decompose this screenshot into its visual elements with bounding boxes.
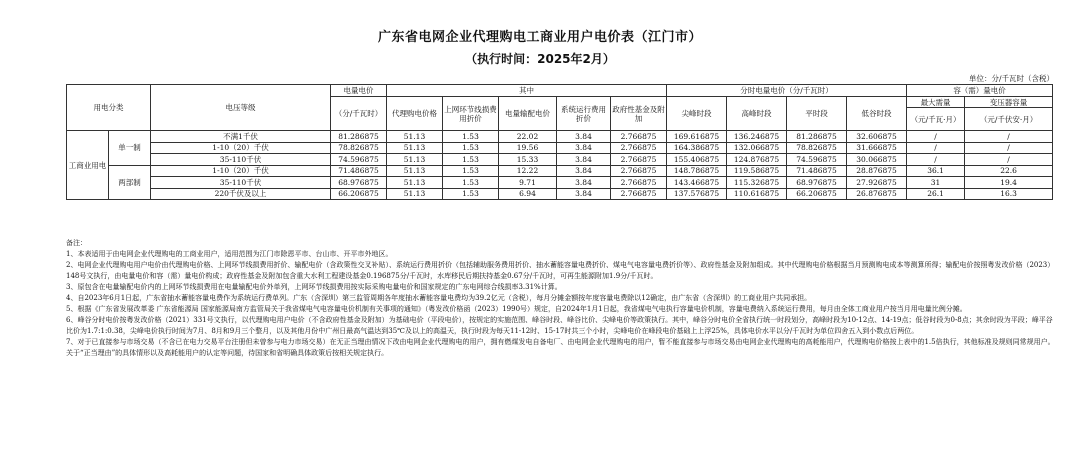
page-subtitle: （执行时间：2025年2月） xyxy=(465,52,615,66)
cell-valley: 31.666875 xyxy=(847,142,907,154)
header-max-demand: 最大需量 xyxy=(907,97,965,108)
header-sharp: 尖峰时段 xyxy=(667,97,727,131)
cell-demand: 31 xyxy=(907,177,965,189)
cell-peak: 119.586875 xyxy=(727,165,787,177)
cell-capacity: / xyxy=(965,142,1053,154)
cell-capacity: 22.6 xyxy=(965,165,1053,177)
cell-price: 74.596875 xyxy=(331,154,387,166)
table-row xyxy=(67,177,1053,189)
cell-capacity: / xyxy=(965,154,1053,166)
cell-peak: 115.326875 xyxy=(727,177,787,189)
cell-peak: 110.616875 xyxy=(727,188,787,200)
cell-capacity: / xyxy=(965,131,1053,143)
header-transmission: 电量输配电价 xyxy=(499,97,557,131)
cell-proxy: 51.13 xyxy=(387,131,443,143)
header-transformer-unit: （元/千伏安·月） xyxy=(965,108,1053,131)
note-item: 2、电网企业代理购电用户电价由代理购电价格、上网环节线损费用折价、输配电价（含政策性交叉补贴）、系统运行费用折价（包括辅助服务费用折价、抽水蓄能容量电费折价、煤电气电容量电费折价等）、政府性基金及附加组成。其中代理购电价格根据当月预测购电成本等测算所得；输配电价按照粤发改价格（2023）148号文执行，由电量电价和容（需）量电价构成；政府性基金及附加包含重大水利工程建设基金0.196875分/千瓦时，水库移民后期扶持基金0.67分/千瓦时，可再生能源附加1.9分/千瓦时。 xyxy=(66,261,1055,280)
cell-loss: 1.53 xyxy=(443,142,499,154)
header-system: 系统运行费用折价 xyxy=(557,97,611,131)
cell-valley: 32.606875 xyxy=(847,131,907,143)
cell-loss: 1.53 xyxy=(443,131,499,143)
cell-system: 3.84 xyxy=(557,154,611,166)
header-category: 用电分类 xyxy=(67,85,151,131)
cell-fund: 2.766875 xyxy=(611,131,667,143)
notes-section xyxy=(66,238,1056,359)
price-table xyxy=(66,84,1053,200)
cell-transmission: 22.02 xyxy=(499,131,557,143)
cell-voltage: 35-110千伏 xyxy=(151,177,331,189)
note-item: 3、原包含在电量输配电价内的上网环节线损费用在电量输配电价外单列，上网环节线损费用按实际采购电量电价和国家规定的广东电网综合线损率3.31%计算。 xyxy=(66,283,562,291)
header-price-unit: （分/千瓦时） xyxy=(331,97,387,131)
cell-fund: 2.766875 xyxy=(611,177,667,189)
cell-demand: 26.1 xyxy=(907,188,965,200)
cell-peak: 124.876875 xyxy=(727,154,787,166)
cell-flat: 66.206875 xyxy=(787,188,847,200)
cell-flat: 74.596875 xyxy=(787,154,847,166)
cell-sharp: 143.466875 xyxy=(667,177,727,189)
cell-capacity: 16.3 xyxy=(965,188,1053,200)
header-tou: 分时电量电价（分/千瓦时） xyxy=(667,85,907,97)
cell-voltage: 220千伏及以上 xyxy=(151,188,331,200)
note-item: 5、根据《广东省发展改革委 广东省能源局 国家能源局南方监管局关于我省煤电气电容量电价机制有关事项的通知》（粤发改价格函（2023）1990号）规定，自2024年1月1日起，我省煤电气电执行容量电价机制，容量电费纳入系统运行费用，每月由全体工商业用户按当月用电量比例分摊。 xyxy=(66,305,967,313)
header-transformer: 变压器容量 xyxy=(965,97,1053,108)
header-loss: 上网环节线损费用折价 xyxy=(443,97,499,131)
cell-demand: / xyxy=(907,154,965,166)
cell-system: 3.84 xyxy=(557,165,611,177)
cell-demand: / xyxy=(907,142,965,154)
header-flat: 平时段 xyxy=(787,97,847,131)
cell-sharp: 137.576875 xyxy=(667,188,727,200)
cell-sharp: 155.406875 xyxy=(667,154,727,166)
cell-loss: 1.53 xyxy=(443,177,499,189)
note-item: 4、自2023年6月1日起，广东省抽水蓄能容量电费作为系统运行费单列。广东（含深圳）第三监管周期各年度抽水蓄能容量电费均为39.2亿元（含税），每月分摊金额按年度容量电费除以12确定，由广东省（含深圳）的工商业用户共同承担。 xyxy=(66,294,812,302)
cell-voltage: 不满1千伏 xyxy=(151,131,331,143)
header-max-demand-unit: （元/千瓦·月） xyxy=(907,108,965,131)
cell-demand: 36.1 xyxy=(907,165,965,177)
table-row xyxy=(67,131,1053,143)
note-item: 6、峰谷分时电价按粤发改价格（2021）331号文执行，以代理购电用户电价（不含政府性基金及附加）为基础电价（平段电价），按规定的实施范围、峰谷时段、峰谷比价、尖峰电价等政策执行。其中，峰谷分时电价全省执行统一时段划分，高峰时段为10-12点、14-19点；低谷时段为0-8点；其余时段为平段；峰平谷比价为1.7:1:0.38，尖峰电价执行时间为7月、8月和9月三个整月，以及其他月份中广州日最高气温达到35℃及以上的高温天，执行时段为每天11-12时、15-17时共三个小时，尖峰电价在峰段电价基础上上浮25%，具体电价水平以分/千瓦时为单位四舍五入到小数点后两位。 xyxy=(66,316,1053,335)
cell-transmission: 9.71 xyxy=(499,177,557,189)
cell-transmission: 6.94 xyxy=(499,188,557,200)
cell-transmission: 15.33 xyxy=(499,154,557,166)
cell-transmission: 19.56 xyxy=(499,142,557,154)
cell-proxy: 51.13 xyxy=(387,142,443,154)
note-item: 7、对于已直接参与市场交易（不含已在电力交易平台注册但未曾参与电力市场交易）在无正当理由情况下改由电网企业代理购电的用户，拥有燃煤发电自备电厂、由电网企业代理购电的用户，暂不能直接参与市场交易由电网企业代理购电的高耗能用户，代理购电价格按上表中的1.5倍执行，其他标准及规则同常规用户。关于“正当理由”的具体情形以及高耗能用户的认定等问题，待国家和省明确具体政策后按相关规定执行。 xyxy=(66,338,1055,357)
cell-valley: 30.066875 xyxy=(847,154,907,166)
cell-fund: 2.766875 xyxy=(611,165,667,177)
header-among: 其中 xyxy=(387,85,667,97)
cell-price: 66.206875 xyxy=(331,188,387,200)
header-capacity: 容（需）量电价 xyxy=(907,85,1053,97)
cell-peak: 136.246875 xyxy=(727,131,787,143)
cell-valley: 27.926875 xyxy=(847,177,907,189)
cell-sharp: 164.386875 xyxy=(667,142,727,154)
group-single: 单一制 xyxy=(109,131,151,166)
cell-capacity: 19.4 xyxy=(965,177,1053,189)
note-item: 1、本表适用于由电网企业代理购电的工商业用户，适用范围为江门市除恩平市、台山市、开平市外地区。 xyxy=(66,250,393,258)
cell-flat: 78.826875 xyxy=(787,142,847,154)
cell-fund: 2.766875 xyxy=(611,142,667,154)
unit-label: 单位：分/千瓦时（含税） xyxy=(968,74,1054,83)
cell-sharp: 148.786875 xyxy=(667,165,727,177)
cell-flat: 71.486875 xyxy=(787,165,847,177)
header-price: 电量电价 xyxy=(331,85,387,97)
table-row xyxy=(67,188,1053,200)
cell-system: 3.84 xyxy=(557,188,611,200)
cell-loss: 1.53 xyxy=(443,188,499,200)
notes-title: 备注： xyxy=(66,239,87,247)
table-row xyxy=(67,165,1053,177)
cell-transmission: 12.22 xyxy=(499,165,557,177)
cell-valley: 26.876875 xyxy=(847,188,907,200)
cell-voltage: 1-10（20）千伏 xyxy=(151,142,331,154)
cell-demand: / xyxy=(907,131,965,143)
cell-sharp: 169.616875 xyxy=(667,131,727,143)
cell-price: 81.286875 xyxy=(331,131,387,143)
cell-system: 3.84 xyxy=(557,142,611,154)
cell-system: 3.84 xyxy=(557,177,611,189)
table-row xyxy=(67,142,1053,154)
group-main: 工商业用电 xyxy=(67,131,109,200)
cell-voltage: 35-110千伏 xyxy=(151,154,331,166)
cell-price: 78.826875 xyxy=(331,142,387,154)
group-two: 两部制 xyxy=(109,165,151,200)
cell-loss: 1.53 xyxy=(443,154,499,166)
page-title: 广东省电网企业代理购电工商业用户电价表（江门市） xyxy=(377,30,702,45)
cell-loss: 1.53 xyxy=(443,165,499,177)
header-fund: 政府性基金及附加 xyxy=(611,97,667,131)
header-voltage: 电压等级 xyxy=(151,85,331,131)
cell-flat: 68.976875 xyxy=(787,177,847,189)
cell-peak: 132.066875 xyxy=(727,142,787,154)
header-proxy: 代理购电价格 xyxy=(387,97,443,131)
header-valley: 低谷时段 xyxy=(847,97,907,131)
header-peak: 高峰时段 xyxy=(727,97,787,131)
cell-system: 3.84 xyxy=(557,131,611,143)
cell-valley: 28.876875 xyxy=(847,165,907,177)
cell-fund: 2.766875 xyxy=(611,154,667,166)
cell-proxy: 51.13 xyxy=(387,177,443,189)
cell-flat: 81.286875 xyxy=(787,131,847,143)
cell-voltage: 1-10（20）千伏 xyxy=(151,165,331,177)
cell-price: 71.486875 xyxy=(331,165,387,177)
cell-proxy: 51.13 xyxy=(387,165,443,177)
cell-fund: 2.766875 xyxy=(611,188,667,200)
cell-price: 68.976875 xyxy=(331,177,387,189)
table-row xyxy=(67,154,1053,166)
cell-proxy: 51.13 xyxy=(387,154,443,166)
cell-proxy: 51.13 xyxy=(387,188,443,200)
